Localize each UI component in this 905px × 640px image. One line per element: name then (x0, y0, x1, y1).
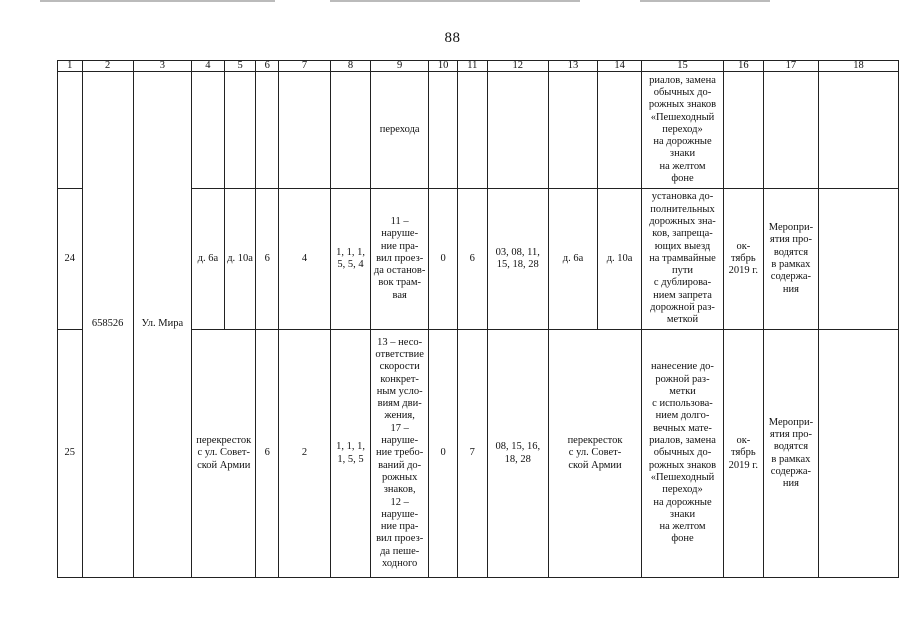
text-line: ния (782, 283, 799, 295)
header-cell: 2 (82, 61, 133, 72)
table-cell (487, 72, 548, 189)
text-line: скорости (379, 361, 420, 373)
text-line: пути (671, 265, 694, 277)
measure-cell (642, 330, 724, 578)
text-line: ходного (382, 558, 418, 570)
text-line: установка до- (651, 191, 714, 203)
text-line: 2019 г. (728, 459, 759, 471)
text-line: Меропри- (768, 222, 814, 234)
text-line: содержа- (770, 271, 812, 283)
text-line: 1, 1, 1, (336, 246, 365, 258)
text-line: ние пра- (380, 521, 419, 533)
top-scan-rule-1 (40, 0, 275, 2)
text-line: обычных до- (653, 86, 712, 98)
text-line: переход» (662, 484, 703, 496)
table-cell (548, 72, 597, 189)
measures-table (57, 60, 899, 578)
measure-cell (642, 72, 724, 189)
text-line: вил проез- (376, 252, 424, 264)
table-cell: 0 (429, 189, 458, 330)
table-cell (331, 330, 371, 578)
text-line: с ул. Совет- (568, 447, 622, 459)
header-cell: 11 (457, 61, 487, 72)
violation-cell (371, 189, 429, 330)
table-cell (331, 72, 371, 189)
text-line: ок- (736, 435, 751, 447)
table-cell (278, 72, 330, 189)
deadline-cell (723, 330, 763, 578)
text-line: на трамвайные (649, 252, 716, 264)
text-line: метки (669, 385, 696, 397)
text-line: ской Армии (568, 459, 622, 471)
text-line: рожных знаков (648, 459, 717, 471)
intersection-cell (548, 330, 641, 578)
note-cell (763, 330, 818, 578)
table-cell: 6 (256, 330, 279, 578)
text-line: ющих выезд (654, 240, 711, 252)
text-line: ным усло- (376, 385, 423, 397)
header-cell: 7 (278, 61, 330, 72)
text-line: содержа- (770, 465, 812, 477)
text-line: дорожной раз- (650, 302, 715, 314)
text-line: 03, 08, 11, (495, 246, 540, 258)
header-cell: 17 (763, 61, 818, 72)
text-line: ваний до- (378, 459, 422, 471)
text-line: знаки (669, 148, 696, 160)
table-cell (429, 72, 458, 189)
text-line: 18, 28 (504, 453, 531, 465)
continuation-row (58, 72, 899, 189)
text-line: вая (392, 289, 407, 301)
text-line: на дорожные (653, 496, 712, 508)
header-cell: 4 (192, 61, 225, 72)
text-line: с дублирова- (653, 277, 712, 289)
text-line: меткой (666, 314, 699, 326)
text-line: ния (782, 478, 799, 490)
note-cell (763, 189, 818, 330)
text-line: знаки (669, 508, 696, 520)
table-cell (598, 72, 642, 189)
text-line: ок- (736, 240, 751, 252)
table-cell: д. 6а (548, 189, 597, 330)
text-line: Меропри- (768, 416, 814, 428)
text-line: знаков, (383, 484, 416, 496)
table-cell (331, 189, 371, 330)
table-cell: 7 (457, 330, 487, 578)
table-cell: д. 10а (598, 189, 642, 330)
text-line: перекресток (567, 435, 623, 447)
header-cell: 9 (371, 61, 429, 72)
text-line: наруше- (381, 228, 419, 240)
text-line: ков, запреща- (652, 228, 713, 240)
text-line: жения, (384, 410, 415, 422)
header-cell: 8 (331, 61, 371, 72)
header-cell: 5 (224, 61, 256, 72)
text-line: ответствие (375, 348, 424, 360)
header-cell: 6 (256, 61, 279, 72)
text-line: риалов, замена (649, 74, 716, 86)
text-line: на дорожные (653, 136, 712, 148)
text-line: нием долго- (655, 410, 710, 422)
header-cell: 3 (133, 61, 191, 72)
text-line: 13 – несо- (377, 336, 423, 348)
table-cell (819, 330, 899, 578)
row-number-cell: 24 (58, 189, 83, 330)
header-cell: 15 (642, 61, 724, 72)
table-cell: 6 (256, 189, 279, 330)
text-line: переход» (662, 123, 703, 135)
text-line: ятия про- (769, 428, 812, 440)
table-cell: 2 (278, 330, 330, 578)
house-to-cell: д. 10а (224, 189, 256, 330)
text-line: вечных мате- (653, 422, 712, 434)
house-from-cell: д. 6а (192, 189, 225, 330)
table-cell (819, 72, 899, 189)
text-line: да пеше- (380, 545, 420, 557)
header-cell: 18 (819, 61, 899, 72)
top-scan-rule-2 (330, 0, 580, 2)
text-line: 2019 г. (728, 265, 759, 277)
text-line: ской Армии (197, 459, 251, 471)
text-line: 15, 18, 28 (496, 259, 539, 270)
text-line: «Пешеходный (650, 471, 715, 483)
text-line: да останов- (373, 265, 426, 277)
header-cell: 16 (723, 61, 763, 72)
table-cell (457, 72, 487, 189)
text-line: виям дви- (377, 398, 422, 410)
text-line: рожных знаков (648, 99, 717, 111)
deadline-cell (723, 189, 763, 330)
table-cell: 4 (278, 189, 330, 330)
header-cell: 14 (598, 61, 642, 72)
page-number: 88 (444, 30, 461, 46)
text-line: с использова- (652, 398, 713, 410)
text-line: дорожных зна- (649, 215, 716, 227)
text-line: риалов, замена (649, 435, 716, 447)
table-cell (256, 72, 279, 189)
text-line: перехода (379, 123, 420, 135)
header-cell: 10 (429, 61, 458, 72)
intersection-cell (192, 330, 256, 578)
text-line: ятия про- (769, 234, 812, 246)
table-cell (487, 330, 548, 578)
measure-cell (642, 189, 724, 330)
text-line: наруше- (381, 435, 419, 447)
text-line: нанесение до- (651, 361, 714, 373)
text-line: ние требо- (376, 447, 424, 459)
text-line: фоне (671, 173, 694, 185)
table-cell (487, 189, 548, 330)
text-line: конкрет- (380, 373, 419, 385)
text-line: 08, 15, 16, (495, 441, 541, 453)
header-cell: 1 (58, 61, 83, 72)
header-row (58, 61, 899, 72)
text-line: с ул. Совет- (197, 447, 250, 459)
table-cell (58, 72, 83, 189)
table-cell (763, 72, 818, 189)
violation-cell (371, 330, 429, 578)
text-line: водятся (773, 441, 809, 453)
text-line: 17 – (390, 422, 409, 434)
text-line: ние пра- (380, 240, 419, 252)
street-cell: Ул. Мира (133, 72, 191, 578)
text-line: 11 – (390, 215, 409, 227)
text-line: тябрь (731, 252, 756, 264)
text-line: «Пешеходный (650, 111, 715, 123)
table-cell: 6 (457, 189, 487, 330)
text-line: в рамках (771, 259, 811, 270)
text-line: фоне (671, 533, 694, 545)
text-line: на желтом (659, 521, 706, 533)
text-line: вил проез- (376, 533, 424, 545)
text-line: наруше- (381, 508, 419, 520)
text-line: водятся (773, 246, 809, 258)
text-line: рожной раз- (655, 373, 710, 385)
text-line: тябрь (731, 447, 756, 459)
table-cell (192, 72, 225, 189)
text-line: полнительных (650, 203, 715, 215)
table-cell (224, 72, 256, 189)
text-line: обычных до- (653, 447, 712, 459)
violation-cell (371, 72, 429, 189)
code-cell: 658526 (82, 72, 133, 578)
header-cell: 12 (487, 61, 548, 72)
top-scan-rule-3 (640, 0, 770, 2)
text-line: на желтом (659, 160, 706, 172)
text-line: 5, 5, 4 (337, 259, 364, 270)
text-line: 12 – (390, 496, 409, 508)
text-line: 1, 5, 5 (337, 453, 364, 465)
table-cell (819, 189, 899, 330)
table-cell (723, 72, 763, 189)
text-line: вок трам- (378, 277, 421, 289)
text-line: нием запрета (653, 289, 712, 301)
text-line: рожных (381, 471, 418, 483)
text-line: перекресток (196, 435, 252, 447)
row-number-cell: 25 (58, 330, 83, 578)
text-line: в рамках (771, 453, 811, 465)
text-line: 1, 1, 1, (336, 441, 365, 453)
table-cell: 0 (429, 330, 458, 578)
header-cell: 13 (548, 61, 597, 72)
